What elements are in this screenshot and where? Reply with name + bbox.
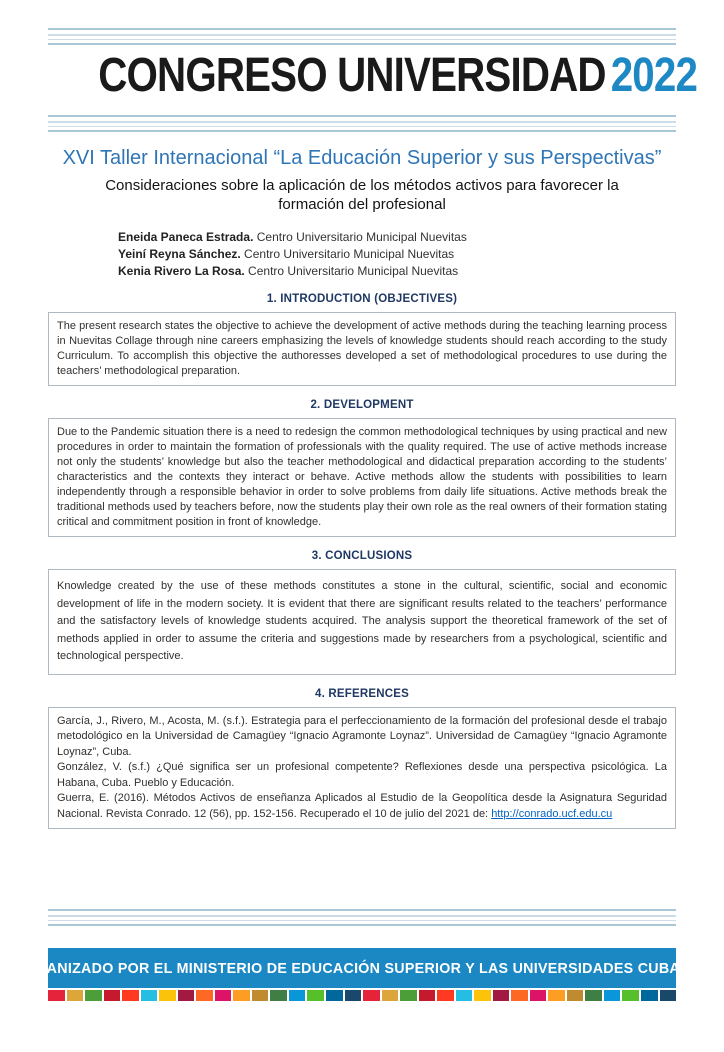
poster-page [0,28,724,1001]
congress-title [98,49,698,103]
sdg-color-square [159,990,176,1001]
decorative-lines-top [48,28,676,45]
sdg-color-square [289,990,306,1001]
sdg-color-square [400,990,417,1001]
sdg-color-square [85,990,102,1001]
section-body-development: Due to the Pandemic situation there is a need to redesign the common methodological techniques by using practical and new procedures in order to maintain the formation of professionals with the quality required. The use of active methods increase not only the students’ knowledge but also the teacher methodological and didactical preparation according to the students’ characteristics and the contexts they interact or behave. Active methods allow the students with possibilities to learn independently through a responsible behavior in order to solve problems from daily life situations. Active methods break the traditional methods used by teachers before, now the students play their own role as the real owners of their formation stating critical and commitment position in front of knowledge. [48,418,676,537]
reference-item [57,791,667,822]
workshop-title: XVI Taller Internacional “La Educación Superior y sus Perspectivas” [62,147,662,169]
sdg-color-square [474,990,491,1001]
reference-item: García, J., Rivero, M., Acosta, M. (s.f.). Estrategia para el perfeccionamiento de la formación del profesional desde el trabajo metodológico en la Universidad de Camagüey “Ignacio Agramonte Loynaz”. Universidad de Camagüey “Ignacio Agramonte Loynaz”, Cuba. [57,714,667,758]
sdg-strip [48,990,676,1001]
sdg-color-square [48,990,65,1001]
decorative-lines-bottom [48,909,676,926]
author-name: Eneida Paneca Estrada. [118,230,254,244]
sdg-color-square [622,990,639,1001]
sdg-color-square [104,990,121,1001]
section-body-conclusions: Knowledge created by the use of these methods constitutes a stone in the cultural, scientific, social and economic development of life in the modern society. It is evident that there are significant results related to the teachers’ performance and the satisfactory levels of knowledge students acquired. The analysis support the theoretical framework of the set of methods applied in order to assume the criteria and suggestions made by researchers from a psychological, scientific and technological perspective. [48,569,676,675]
section-body-references [48,707,676,830]
organizer-banner [13,948,711,988]
section-heading-introduction: 1. INTRODUCTION (OBJECTIVES) [266,293,458,305]
author-name: Kenia Rivero La Rosa. [118,264,245,278]
sdg-color-square [511,990,528,1001]
section-heading-conclusions: 3. CONCLUSIONS [311,550,413,562]
reference-text: Guerra, E. (2016). Métodos Activos de enseñanza Aplicados al Estudio de la Geopolítica desde la Asignatura Seguridad Nacional. Revista Conrado. 12 (56), pp. 152-156. Recuperado el 10 de julio del 2021 de: [57,792,667,820]
sdg-color-square [307,990,324,1001]
congress-title-text: CONGRESO UNIVERSIDAD [98,49,606,102]
author-line [118,263,676,280]
reference-item: González, V. (s.f.) ¿Qué significa ser un profesional competente? Reflexiones desde una perspectiva psicológica. La Habana, Cuba. Pueblo y Educación. [57,761,667,789]
sdg-color-square [215,990,232,1001]
sdg-color-square [141,990,158,1001]
sdg-color-square [382,990,399,1001]
author-affiliation: Centro Universitario Municipal Nuevitas [253,230,467,244]
sdg-color-square [585,990,602,1001]
sdg-color-square [345,990,362,1001]
authors-block [118,229,676,280]
organizer-banner-text: ORGANIZADO POR EL MINISTERIO DE EDUCACIÓN SUPERIOR Y LAS UNIVERSIDADES CUBANAS [13,959,711,977]
sdg-color-square [252,990,269,1001]
sdg-color-square [530,990,547,1001]
sdg-color-square [419,990,436,1001]
reference-link[interactable]: http://conrado.ucf.edu.cu [491,807,613,820]
sdg-color-square [233,990,250,1001]
sdg-color-square [437,990,454,1001]
section-body-introduction: The present research states the objective to achieve the development of active methods during the teaching learning process in Nuevitas Collage through nine careers emphasizing the levels of knowledge students should reach according to the study Curriculum. To accomplish this objective the authoresses developed a set of methodological procedures to use during the teachers’ methodological preparation. [48,312,676,386]
sdg-color-square [196,990,213,1001]
author-name: Yeiní Reyna Sánchez. [118,247,241,261]
sdg-color-square [456,990,473,1001]
sdg-color-square [548,990,565,1001]
author-line [118,246,676,263]
sdg-color-square [270,990,287,1001]
author-affiliation: Centro Universitario Municipal Nuevitas [244,264,459,278]
author-line [118,229,676,246]
sdg-color-square [604,990,621,1001]
sdg-color-square [67,990,84,1001]
paper-title: Consideraciones sobre la aplicación de los métodos activos para favorecer la formación del profesional [105,177,619,213]
sdg-color-square [122,990,139,1001]
sdg-color-square [326,990,343,1001]
sdg-color-square [493,990,510,1001]
decorative-lines-under-title [48,115,676,132]
author-affiliation: Centro Universitario Municipal Nuevitas [240,247,455,261]
sdg-color-square [660,990,677,1001]
section-heading-references: 4. REFERENCES [315,687,409,700]
sdg-color-square [363,990,380,1001]
section-heading-development: 2. DEVELOPMENT [310,399,414,411]
congress-year: 2022 [610,49,698,102]
sdg-color-square [178,990,195,1001]
sdg-color-square [641,990,658,1001]
sdg-color-square [567,990,584,1001]
